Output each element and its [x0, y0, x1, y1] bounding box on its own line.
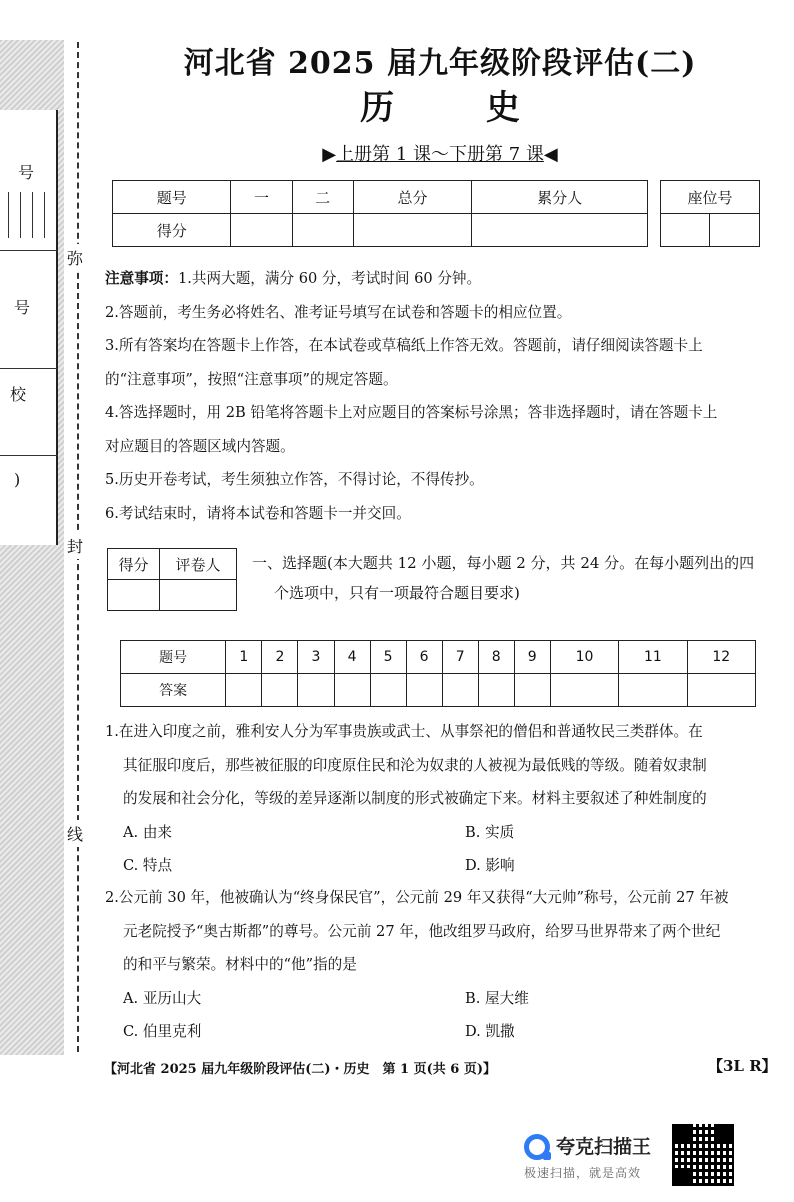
score-label-cell: 得分: [113, 214, 231, 247]
note-line: 注意事项：1.共两大题，满分 60 分，考试时间 60 分钟。: [105, 270, 482, 287]
answer-entry-cell: [262, 674, 298, 707]
answer-num-cell: 1: [226, 641, 262, 674]
score-header-cell: 累分人: [472, 181, 648, 214]
option-row: [105, 982, 777, 1016]
note-line: 4.答选择题时，用 2B 铅笔将答题卡上对应题目的答案标号涂黑；答非选择题时，请在答题卡上: [105, 404, 718, 421]
section-heading: [252, 548, 772, 608]
option-row: [105, 849, 777, 883]
answer-num-cell: 11: [619, 641, 687, 674]
note-line: 5.历史开卷考试，考生须独立作答，不得讨论，不得传抄。: [105, 471, 484, 488]
section-grader-label: 评卷人: [159, 549, 236, 580]
option-a: A. 亚历山大: [123, 989, 202, 1007]
side-label-class: ): [14, 470, 21, 489]
answer-entry-cell: [226, 674, 262, 707]
score-header-cell: 一: [231, 181, 292, 214]
answer-entry-cell: [334, 674, 370, 707]
scope-text: 上册第 1 课～下册第 7 课: [336, 144, 544, 165]
answer-num-cell: 8: [478, 641, 514, 674]
answer-entry-cell: [478, 674, 514, 707]
student-info-panel: [0, 110, 58, 545]
answer-num-cell: 7: [442, 641, 478, 674]
answer-num-cell: 5: [370, 641, 406, 674]
option-c: C. 特点: [123, 857, 173, 874]
score-entry-cell: [472, 214, 648, 247]
answer-num-cell: 9: [514, 641, 550, 674]
answer-entry-cell: [442, 674, 478, 707]
seat-entry-cell: [710, 214, 760, 247]
score-header-cell: 总分: [353, 181, 471, 214]
score-entry-cell: [353, 214, 471, 247]
page-footer: 【河北省 2025 届九年级阶段评估(二)・历史 第 1 页(共 6 页)】: [104, 1062, 497, 1077]
answer-num-cell: 10: [550, 641, 618, 674]
seal-char-mi: 弥: [67, 244, 83, 271]
quark-logo-icon: [524, 1134, 550, 1160]
answer-table: [120, 640, 756, 707]
answer-label: 答案: [121, 674, 226, 707]
brand-slogan: 极速扫描，就是高效: [524, 1166, 642, 1180]
answer-num-cell: 12: [687, 641, 755, 674]
question-line: 其征服印度后，那些被征服的印度原住民和沦为奴隶的人被视为最低贱的等级。随着奴隶制: [123, 756, 707, 774]
subject-title: 历 史: [360, 88, 560, 128]
question-line: 2.公元前 30 年，他被确认为“终身保民官”，公元前 29 年又获得“大元帅”称号，公元前 27 年被: [105, 889, 729, 906]
question-line: 1.在进入印度之前，雅利安人分为军事贵族或武士、从事祭祀的僧侣和普通牧民三类群体。在: [105, 723, 703, 740]
triangle-right-icon: ▶: [322, 144, 337, 165]
paper-code: 【3L R】: [708, 1057, 777, 1075]
answer-entry-cell: [406, 674, 442, 707]
answer-num-cell: 2: [262, 641, 298, 674]
notes-title: 注意事项: [105, 270, 164, 287]
section-heading-line: 个选项中，只有一项最符合题目要求): [274, 584, 520, 602]
section-heading-line: 一、选择题(本大题共 12 小题，每小题 2 分，共 24 分。在每小题列出的四: [252, 554, 755, 572]
note-line: 2.答题前，考生务必将姓名、准考证号填写在试卷和答题卡的相应位置。: [105, 303, 572, 321]
option-row: [105, 816, 777, 850]
option-b: B. 屋大维: [465, 989, 529, 1007]
note-line: 的“注意事项”，按照“注意事项”的规定答题。: [105, 370, 398, 388]
score-header-cell: 题号: [113, 181, 231, 214]
answer-entry-cell: [687, 674, 755, 707]
score-header-cell: 二: [292, 181, 353, 214]
note-line: 3.所有答案均在答题卡上作答，在本试卷或草稿纸上作答无效。答题前，请仔细阅读答题卡上: [105, 337, 703, 354]
exam-number-boxes: [8, 192, 54, 238]
seat-entry-cell: [661, 214, 710, 247]
brand-name: 夸克扫描王: [556, 1136, 652, 1158]
strip-divider: [0, 368, 58, 369]
answer-entry-cell: [514, 674, 550, 707]
side-label-seat: 号: [14, 298, 31, 317]
side-label-exam-number: 号: [18, 163, 35, 182]
seal-char-feng: 封: [67, 532, 83, 559]
option-b: B. 实质: [465, 823, 515, 841]
seat-label-cell: 座位号: [661, 181, 760, 214]
section-score-table: [107, 548, 237, 611]
answer-num-cell: 3: [298, 641, 334, 674]
option-row: [105, 1015, 777, 1049]
exam-notes: [105, 262, 777, 530]
answer-entry-cell: [298, 674, 334, 707]
option-d: D. 影响: [465, 857, 515, 874]
answer-entry-cell: [370, 674, 406, 707]
qr-code-icon: [672, 1124, 734, 1186]
question-line: 的发展和社会分化，等级的差异逐渐以制度的形式被确定下来。材料主要叙述了种姓制度的: [123, 790, 707, 807]
score-entry-cell: [292, 214, 353, 247]
option-d: D. 凯撒: [465, 1023, 515, 1040]
seal-char-xian: 线: [67, 820, 83, 847]
strip-divider: [0, 250, 58, 251]
strip-divider: [0, 455, 58, 456]
section-grader-entry: [159, 580, 236, 611]
score-table: [112, 180, 648, 247]
question-1: [105, 715, 777, 883]
seat-table: [660, 180, 760, 247]
answer-entry-cell: [619, 674, 687, 707]
answer-num-cell: 6: [406, 641, 442, 674]
score-entry-cell: [231, 214, 292, 247]
triangle-left-icon: ◀: [543, 144, 558, 165]
question-2: [105, 881, 777, 1049]
exam-scope: [110, 140, 770, 166]
option-c: C. 伯里克利: [123, 1023, 202, 1040]
exam-title: 河北省 2025 届九年级阶段评估(二): [183, 46, 697, 81]
answer-entry-cell: [550, 674, 618, 707]
question-line: 元老院授予“奥古斯都”的尊号。公元前 27 年，他改组罗马政府，给罗马世界带来了两个世纪: [123, 922, 721, 940]
note-line: 6.考试结束时，请将本试卷和答题卡一并交回。: [105, 504, 411, 522]
side-label-school: 校: [10, 385, 27, 404]
section-score-label: 得分: [108, 549, 160, 580]
option-a: A. 由来: [123, 823, 173, 841]
scanner-watermark: [522, 1130, 672, 1182]
section-score-entry: [108, 580, 160, 611]
answer-num-label: 题号: [121, 641, 226, 674]
binding-strip: [0, 40, 64, 1055]
question-line: 的和平与繁荣。材料中的“他”指的是: [123, 956, 357, 973]
answer-num-cell: 4: [334, 641, 370, 674]
note-line: 对应题目的答题区域内答题。: [105, 437, 295, 455]
